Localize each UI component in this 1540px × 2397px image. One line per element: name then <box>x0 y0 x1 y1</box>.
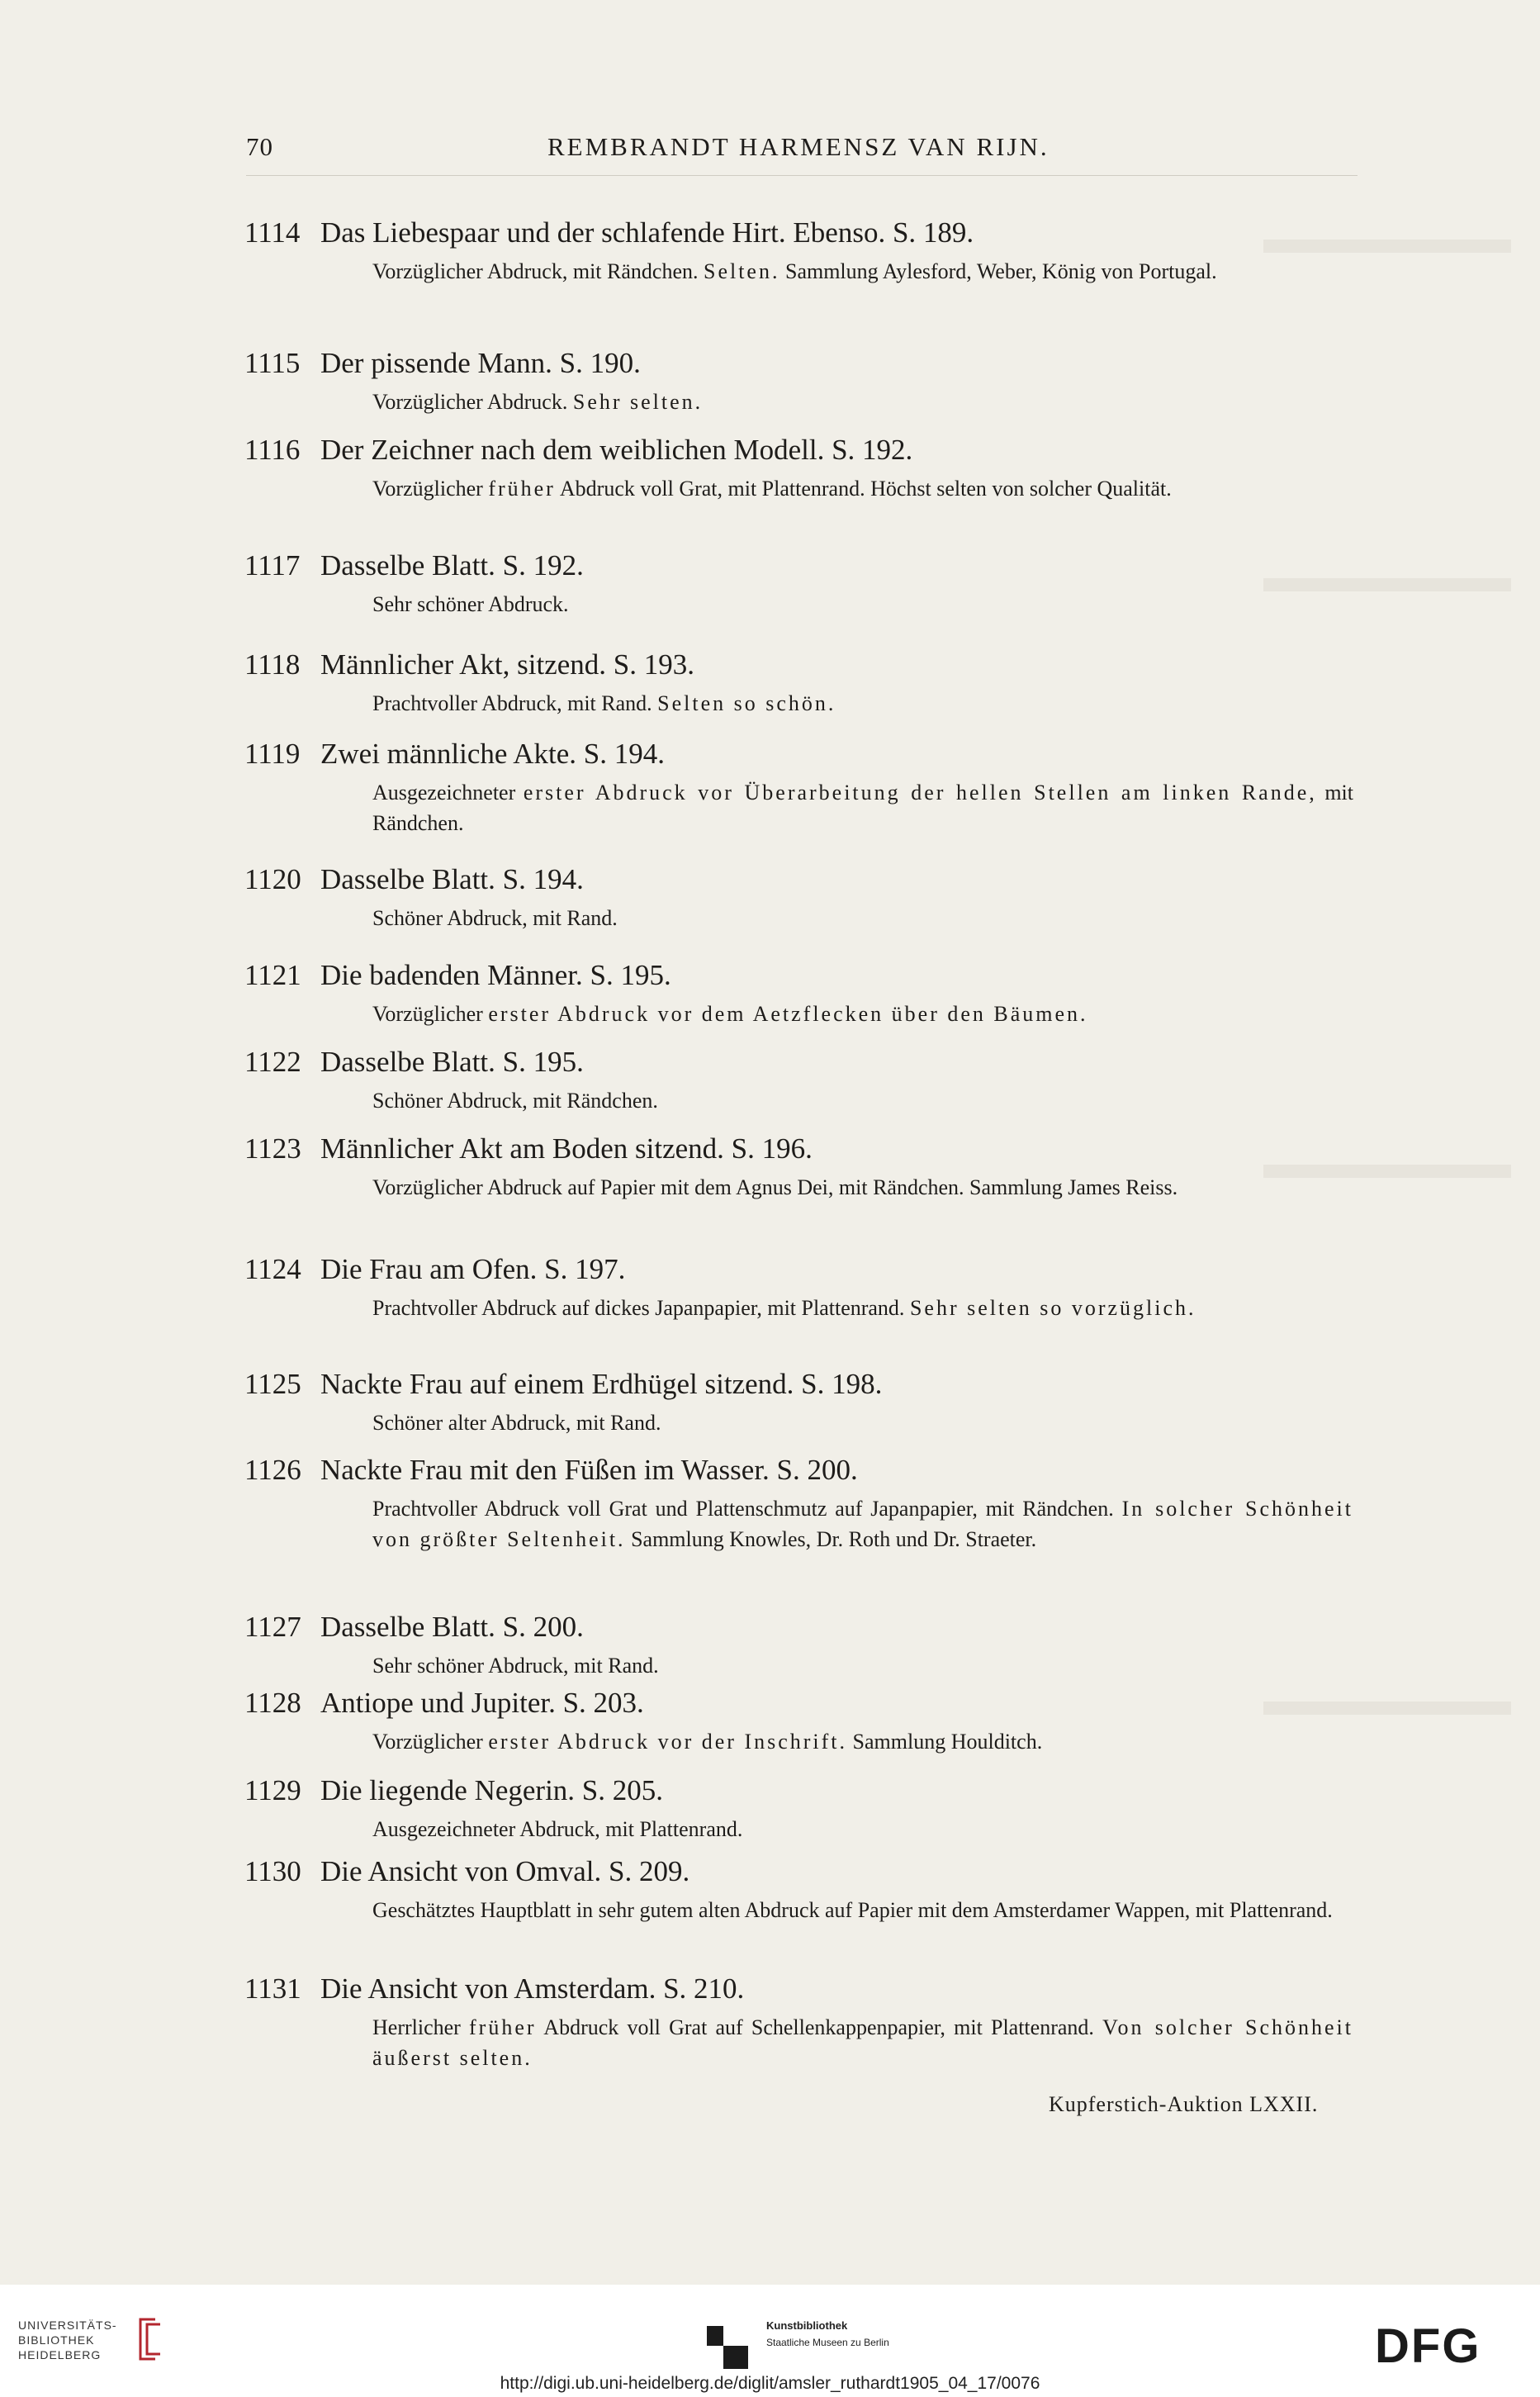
entry-title <box>244 434 912 467</box>
entry-description <box>372 2012 1353 2073</box>
description-text: Abdruck voll Grat, mit Plattenrand. Höchst selten von solcher Qualität. <box>555 477 1172 501</box>
entry-description <box>372 1407 1353 1438</box>
entry-title <box>244 1687 644 1720</box>
lot-number: 1119 <box>244 738 301 770</box>
emphasis-text: Sehr selten. <box>572 390 704 414</box>
entry-description <box>372 1726 1353 1757</box>
running-head: REMBRANDT HARMENSZ VAN RIJN. <box>547 132 1050 161</box>
entry-heading: Männlicher Akt am Boden sitzend. S. 196. <box>320 1132 813 1165</box>
entry-title <box>244 738 665 771</box>
entry-description <box>372 256 1353 287</box>
lot-number: 1129 <box>244 1774 301 1806</box>
entry-title <box>244 1046 584 1079</box>
entry-description <box>372 1814 1353 1844</box>
permalink-url[interactable]: http://digi.ub.uni-heidelberg.de/diglit/amsler_ruthardt1905_04_17/0076 <box>500 2374 1040 2393</box>
entry-description <box>372 903 1353 933</box>
bleed-through <box>1263 240 1511 253</box>
footer-banner <box>0 2285 1540 2397</box>
emphasis-text: Sehr selten so vorzüglich. <box>909 1296 1196 1320</box>
entry-description <box>372 1895 1353 1925</box>
entry-heading: Männlicher Akt, sitzend. S. 193. <box>320 648 695 681</box>
description-text: Abdruck voll Grat auf Schellenkappenpapier, mit Plattenrand. <box>536 2015 1103 2039</box>
entry-title <box>244 1253 625 1286</box>
emphasis-text: erster Abdruck vor Überarbeitung der hellen Stellen am linken Rande, <box>523 781 1317 805</box>
lot-number: 1127 <box>244 1611 301 1643</box>
lot-number: 1131 <box>244 1972 301 2005</box>
emphasis-text: Von solcher Schönheit äußerst selten. <box>372 2015 1353 2070</box>
description-text: Sammlung Knowles, Dr. Roth und Dr. Straeter. <box>625 1527 1037 1551</box>
entry-title <box>244 863 584 896</box>
entry-description <box>372 1293 1353 1323</box>
bleed-through <box>1263 1702 1511 1715</box>
entry-description <box>372 387 1353 417</box>
emphasis-text: erster Abdruck vor dem Aetzflecken über den Bäumen. <box>488 1002 1088 1026</box>
emphasis-text: früher <box>488 477 556 501</box>
lot-number: 1122 <box>244 1046 301 1078</box>
entry-heading: Die Ansicht von Amsterdam. S. 210. <box>320 1972 745 2005</box>
description-text: mit Rändchen. <box>372 781 1353 835</box>
kb-subtitle: Staatliche Museen zu Berlin <box>766 2337 889 2348</box>
description-text: Vorzüglicher <box>372 1002 489 1026</box>
heidelberg-logo[interactable] <box>18 2318 117 2362</box>
entry-heading: Dasselbe Blatt. S. 195. <box>320 1046 584 1078</box>
entry-heading: Nackte Frau auf einem Erdhügel sitzend. S. 198. <box>320 1368 883 1400</box>
signature-mark: Kupferstich-Auktion LXXII. <box>1049 2092 1319 2116</box>
header-rule <box>246 175 1358 176</box>
dfg-logo[interactable]: DFG <box>1375 2319 1481 2373</box>
emphasis-text: früher <box>469 2015 537 2039</box>
entry-title <box>244 959 671 992</box>
emphasis-text: Selten so schön. <box>657 691 836 715</box>
entry-heading: Das Liebespaar und der schlafende Hirt. Ebenso. S. 189. <box>320 216 974 249</box>
description-text: Schöner Abdruck, mit Rändchen. <box>372 1089 658 1113</box>
entry-title <box>244 1132 813 1165</box>
entry-title <box>244 549 584 582</box>
entry-heading: Nackte Frau mit den Füßen im Wasser. S. 200. <box>320 1454 858 1486</box>
lot-number: 1130 <box>244 1855 301 1887</box>
entry-heading: Dasselbe Blatt. S. 192. <box>320 549 584 581</box>
lot-number: 1118 <box>244 648 301 681</box>
entry-description <box>372 473 1353 504</box>
description-text: Vorzüglicher Abdruck auf Papier mit dem Agnus Dei, mit Rändchen. Sammlung James Reiss. <box>372 1175 1178 1199</box>
lot-number: 1125 <box>244 1368 301 1400</box>
heidelberg-mark-icon <box>132 2316 165 2362</box>
description-text: Sehr schöner Abdruck. <box>372 592 569 616</box>
lot-number: 1128 <box>244 1687 301 1719</box>
entry-description <box>372 1172 1353 1203</box>
entry-title <box>244 648 694 681</box>
emphasis-text: erster Abdruck vor der Inschrift. <box>488 1730 848 1754</box>
description-text: Vorzüglicher Abdruck. <box>372 390 573 414</box>
entry-description <box>372 589 1353 619</box>
description-text: Prachtvoller Abdruck auf dickes Japanpapier, mit Plattenrand. <box>372 1296 910 1320</box>
lot-number: 1115 <box>244 347 301 379</box>
kunstbibliothek-label <box>766 2319 889 2348</box>
entry-title <box>244 1855 689 1888</box>
emphasis-text: In solcher Schönheit von größter Seltenheit. <box>372 1497 1353 1551</box>
entry-heading: Die liegende Negerin. S. 205. <box>320 1774 664 1806</box>
description-text: Ausgezeichneter Abdruck, mit Plattenrand. <box>372 1817 743 1841</box>
description-text: Vorzüglicher <box>372 1730 489 1754</box>
description-text: Vorzüglicher Abdruck, mit Rändchen. <box>372 259 704 283</box>
entry-heading: Dasselbe Blatt. S. 194. <box>320 863 584 895</box>
entry-title <box>244 1774 663 1807</box>
lot-number: 1120 <box>244 863 301 895</box>
kb-title: Kunstbibliothek <box>766 2319 848 2332</box>
entry-title <box>244 1972 744 2005</box>
description-text: Geschätztes Hauptblatt in sehr gutem alten Abdruck auf Papier mit dem Amsterdamer Wappen, mit Plattenrand. <box>372 1898 1333 1922</box>
lot-number: 1114 <box>244 216 301 249</box>
entry-title <box>244 1611 584 1644</box>
entry-heading: Die Frau am Ofen. S. 197. <box>320 1253 626 1285</box>
lot-number: 1126 <box>244 1454 301 1486</box>
description-text: Sammlung Aylesford, Weber, König von Portugal. <box>779 259 1217 283</box>
emphasis-text: Selten. <box>703 259 780 283</box>
description-text: Prachtvoller Abdruck, mit Rand. <box>372 691 658 715</box>
description-text: Herrlicher <box>372 2015 470 2039</box>
description-text: Schöner Abdruck, mit Rand. <box>372 906 618 930</box>
entry-title <box>244 1368 882 1401</box>
lot-number: 1121 <box>244 959 301 991</box>
logo-line: BIBLIOTHEK <box>18 2333 95 2347</box>
description-text: Sammlung Houlditch. <box>847 1730 1043 1754</box>
lot-number: 1117 <box>244 549 301 581</box>
description-text: Sehr schöner Abdruck, mit Rand. <box>372 1654 659 1678</box>
entry-title <box>244 216 974 249</box>
kunstbibliothek-logo-icon[interactable] <box>702 2321 755 2374</box>
entry-heading: Der pissende Mann. S. 190. <box>320 347 641 379</box>
entry-description <box>372 1493 1353 1554</box>
description-text: Prachtvoller Abdruck voll Grat und Plattenschmutz auf Japanpapier, mit Rändchen. <box>372 1497 1122 1521</box>
entry-heading: Dasselbe Blatt. S. 200. <box>320 1611 584 1643</box>
logo-line: HEIDELBERG <box>18 2348 102 2361</box>
entry-description <box>372 777 1353 838</box>
page-header <box>0 132 1540 169</box>
entry-heading: Der Zeichner nach dem weiblichen Modell. S. 192. <box>320 434 913 466</box>
page-number: 70 <box>246 132 273 161</box>
entry-heading: Antiope und Jupiter. S. 203. <box>320 1687 644 1719</box>
description-text: Ausgezeichneter <box>372 781 524 805</box>
entry-description <box>372 1085 1353 1116</box>
entry-description <box>372 1650 1353 1681</box>
entry-title <box>244 1454 858 1487</box>
entry-heading: Zwei männliche Akte. S. 194. <box>320 738 666 770</box>
logo-line: UNIVERSITÄTS- <box>18 2319 117 2332</box>
entry-heading: Die badenden Männer. S. 195. <box>320 959 671 991</box>
entry-description <box>372 688 1353 719</box>
lot-number: 1123 <box>244 1132 301 1165</box>
lot-number: 1116 <box>244 434 301 466</box>
entry-heading: Die Ansicht von Omval. S. 209. <box>320 1855 690 1887</box>
entry-description <box>372 999 1353 1029</box>
description-text: Vorzüglicher <box>372 477 489 501</box>
description-text: Schöner alter Abdruck, mit Rand. <box>372 1411 661 1435</box>
entry-title <box>244 347 641 380</box>
lot-number: 1124 <box>244 1253 301 1285</box>
